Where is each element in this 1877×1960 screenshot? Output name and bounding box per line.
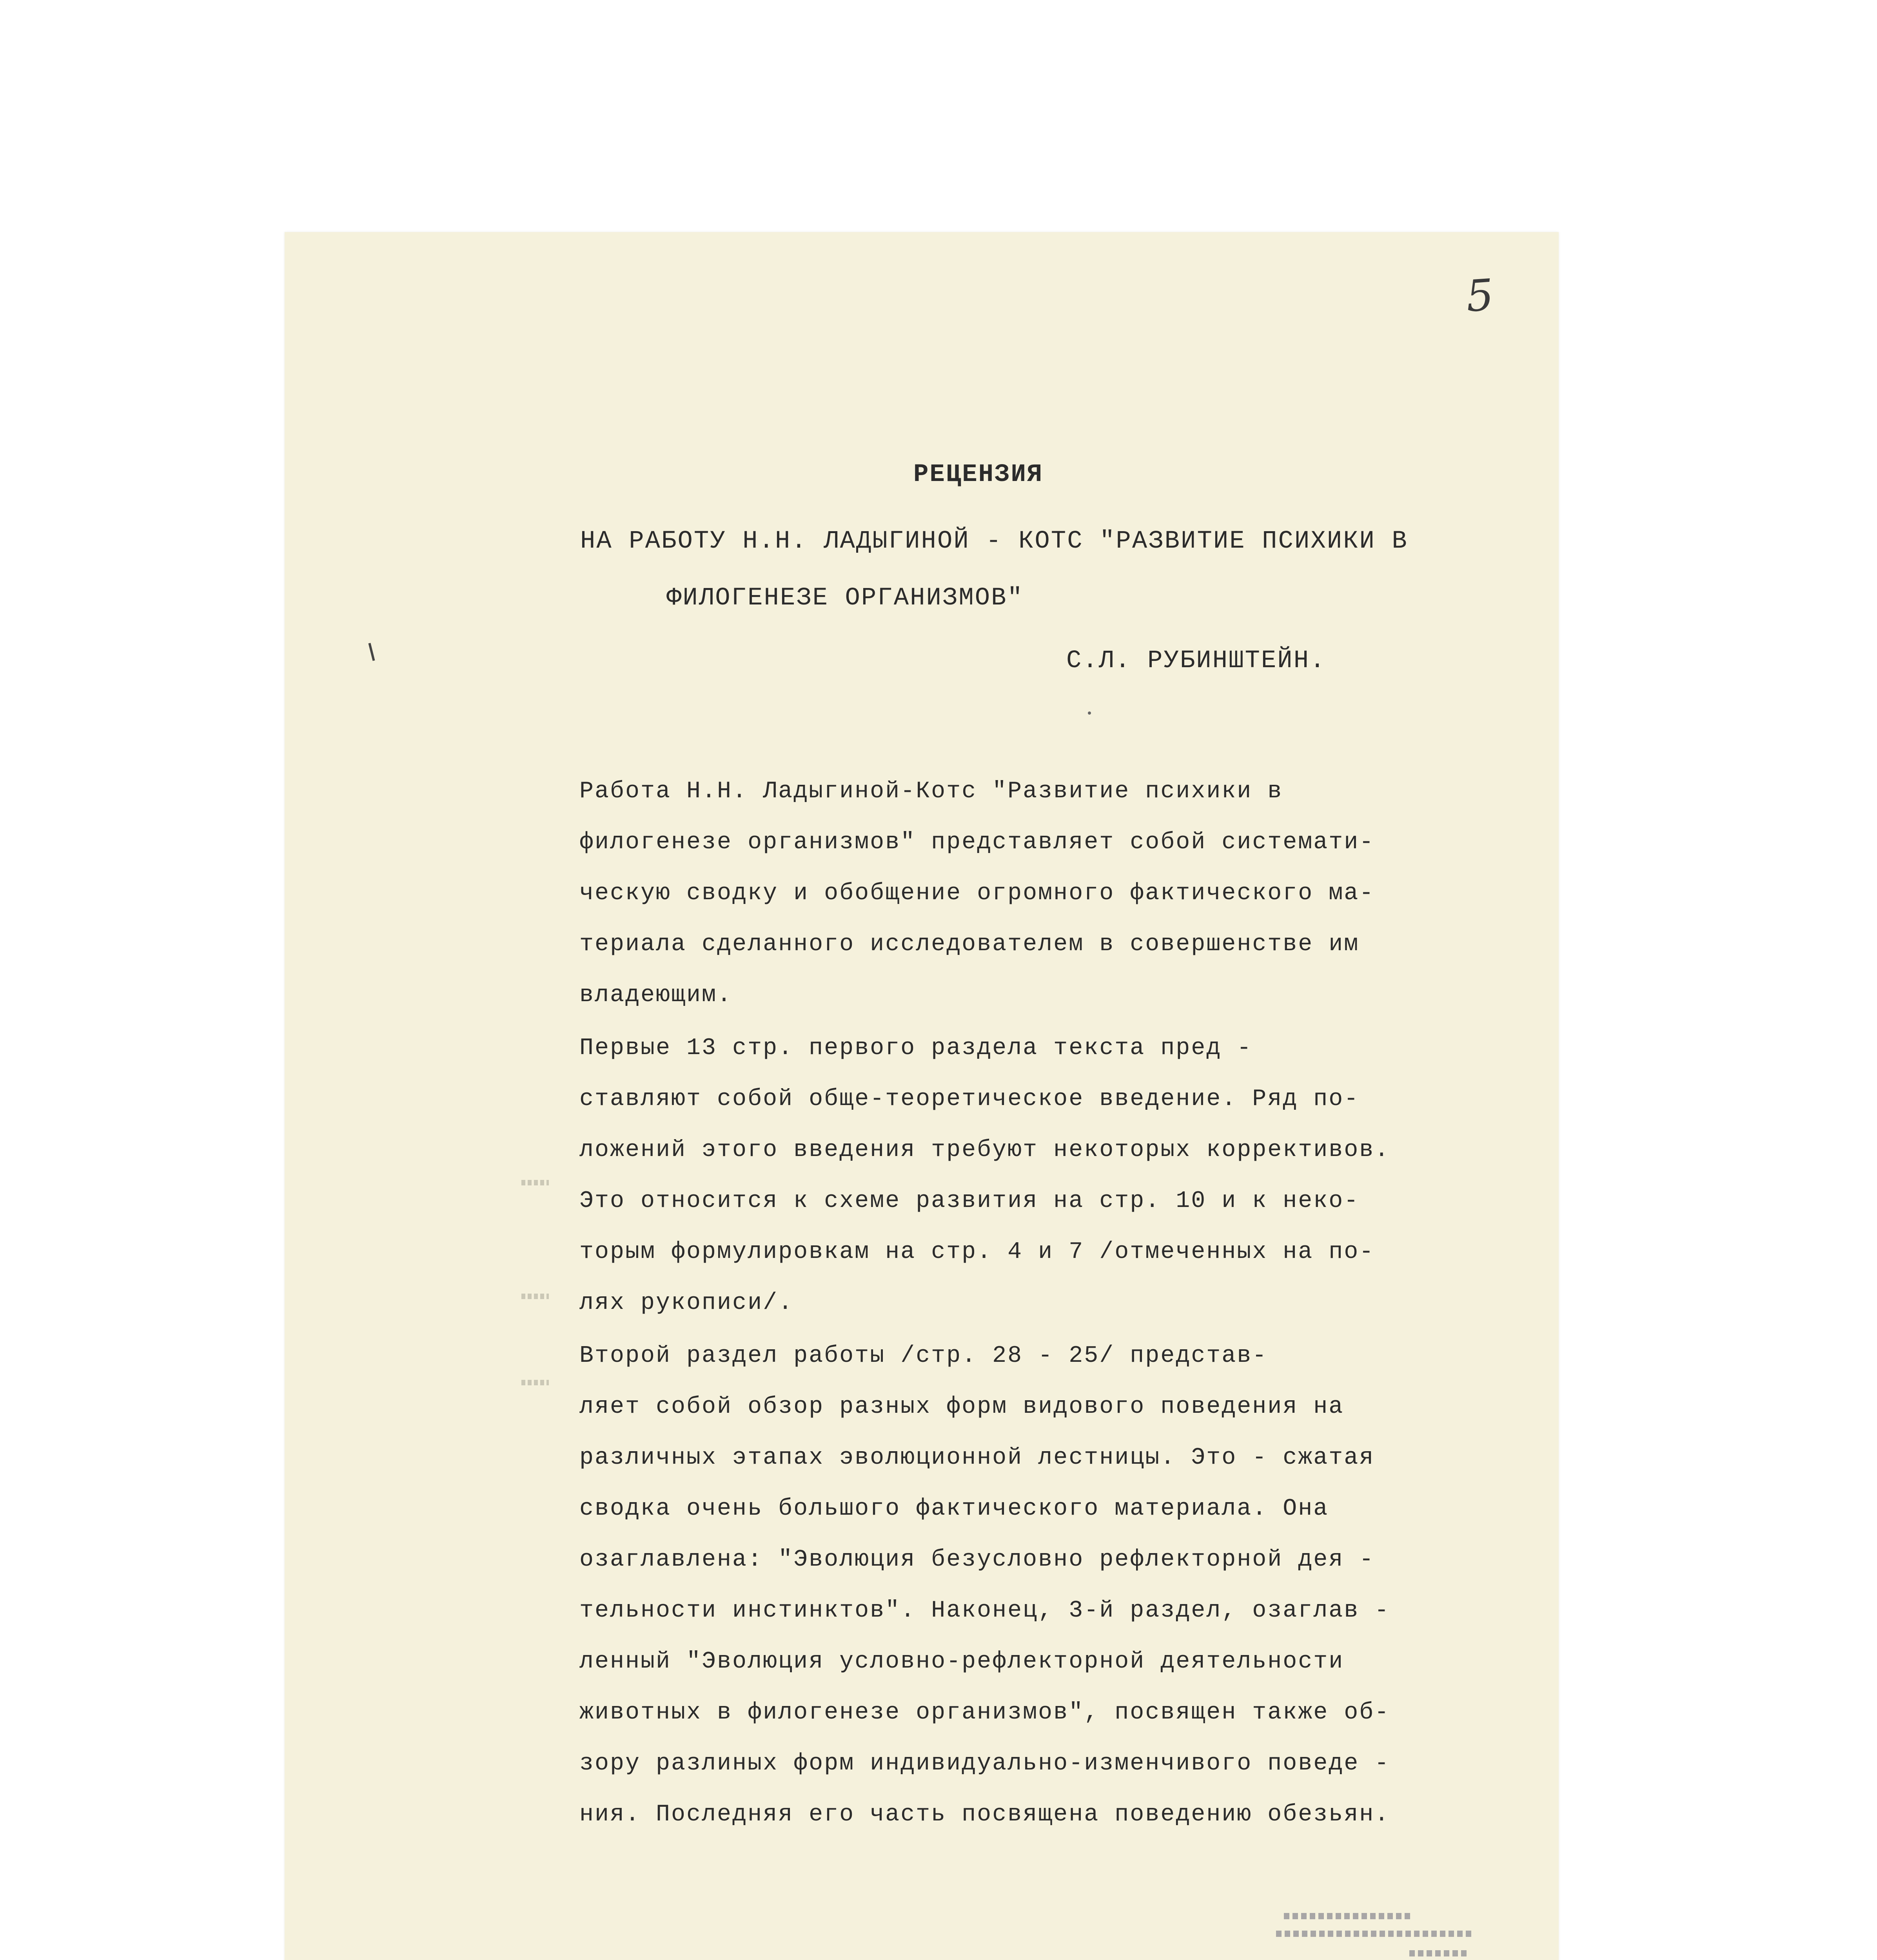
body-line: филогенезе организмов" представляет собой системати- [579,829,1375,856]
body-line: Второй раздел работы /стр. 28 - 25/ представ- [579,1343,1268,1369]
body-line: териала сделанного исследователем в совершенстве им [579,931,1360,958]
body-line: Работа Н.Н. Ладыгиной-Котс "Развитие психики в [579,778,1283,805]
faint-margin-mark [521,1380,549,1385]
faint-margin-mark [521,1180,549,1185]
body-line: тельности инстинктов". Наконец, 3-й раздел, озаглав - [579,1597,1390,1624]
body-line: зору разлиных форм индивидуально-изменчивого поведе - [579,1750,1390,1777]
body-line: животных в филогенезе организмов", посвящен также об- [579,1699,1390,1726]
document-subtitle-line-2: ФИЛОГЕНЕЗЕ ОРГАНИЗМОВ" [666,584,1024,612]
body-line: владеющим. [579,982,733,1009]
body-line: ложений этого введения требуют некоторых коррективов. [579,1137,1390,1163]
body-line: Первые 13 стр. первого раздела текста пред - [579,1035,1253,1062]
body-line: ния. Последняя его часть посвящена поведению обезьян. [579,1801,1390,1828]
body-line: ленный "Эволюция условно-рефлекторной деятельности [579,1648,1344,1675]
body-line: лях рукописи/. [579,1290,794,1316]
body-line: ставляют собой обще-теоретическое введение. Ряд по- [579,1086,1360,1112]
body-line: различных этапах эволюционной лестницы. Это - сжатая [579,1445,1375,1471]
body-line: сводка очень большого фактического материала. Она [579,1495,1329,1522]
document-subtitle-line-1: НА РАБОТУ Н.Н. ЛАДЫГИНОЙ - КОТС "РАЗВИТИЕ ПСИХИКИ В [580,527,1408,555]
document-title: РЕЦЕНЗИЯ [913,461,1044,489]
body-line: ческую сводку и обобщение огромного фактического ма- [579,880,1375,907]
document-author: С.Л. РУБИНШТЕЙН. [1066,647,1326,675]
faint-margin-mark [521,1294,549,1299]
body-line: ляет собой обзор разных форм видового поведения на [579,1394,1344,1420]
body-line: Это относится к схеме развития на стр. 10 и к неко- [579,1188,1360,1214]
body-line: торым формулировкам на стр. 4 и 7 /отмеченных на по- [579,1239,1375,1265]
handwritten-page-number: 5 [1464,269,1496,322]
archive-stamp [1276,1905,1484,1960]
body-line: озаглавлена: "Эволюция безусловно рефлекторной дея - [579,1546,1375,1573]
ink-dot [1088,711,1091,715]
